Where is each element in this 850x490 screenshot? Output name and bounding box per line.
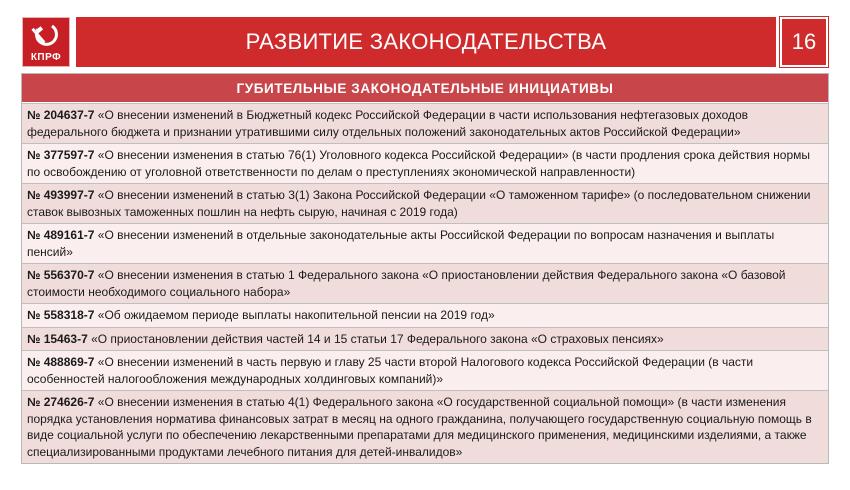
slide-header xyxy=(22,17,828,67)
bill-number: № 204637-7 xyxy=(27,108,95,122)
bill-number: № 377597-7 xyxy=(27,148,95,162)
bill-title: «О внесении изменений в статью 3(1) Закона Российской Федерации «О таможенном тарифе» (о последовательном снижении ставок вывозных таможенных пошлин на нефть сырую, начиная с 2019 года) xyxy=(27,188,811,219)
bill-number: № 558318-7 xyxy=(27,308,95,322)
bill-title: «О внесении изменений в часть первую и главу 25 части второй Налогового кодекса Российской Федерации (в части особенностей налогообложения международных холдинговых компаний)» xyxy=(27,355,754,386)
bill-number: № 15463-7 xyxy=(27,331,88,346)
table-row xyxy=(22,263,828,303)
bill-title: «Об ожидаемом периоде выплаты накопительной пенсии на 2019 год» xyxy=(94,308,495,322)
initiatives-table xyxy=(21,73,829,464)
bill-number: № 493997-7 xyxy=(27,188,95,202)
page-title: РАЗВИТИЕ ЗАКОНОДАТЕЛЬСТВА xyxy=(245,29,607,54)
table-row xyxy=(22,390,828,463)
bill-number: № 556370-7 xyxy=(27,268,95,282)
page-number: 16 xyxy=(780,17,828,67)
table-row xyxy=(22,327,828,351)
table-row xyxy=(22,223,828,263)
hammer-sickle-icon xyxy=(29,21,65,51)
bill-title: «О приостановлении действия частей 14 и 15 статьи 17 Федерального закона «О страховых пенсиях» xyxy=(87,331,664,346)
bill-title: «О внесении изменения в статью 76(1) Уголовного кодекса Российской Федерации» (в части продления срока действия нормы по освобождению от уголовной ответственности по делам о преступлениях экономической направленности) xyxy=(27,148,810,179)
bill-title: «О внесении изменений в Бюджетный кодекс Российской Федерации в части использования нефтегазовых доходов федерального бюджета и признании утратившими силу отдельных положений законодательных актов Российской Федерации» xyxy=(27,108,749,139)
table-row xyxy=(22,303,828,327)
bill-title: «О внесении изменения в статью 1 Федерального закона «О приостановлении действия Федерального закона «О базовой стоимости необходимого социального набора» xyxy=(27,268,786,299)
table-row xyxy=(22,350,828,390)
table-row xyxy=(22,183,828,223)
title-bar xyxy=(76,17,776,67)
kprf-logo xyxy=(22,17,70,67)
bill-number: № 489161-7 xyxy=(27,228,95,242)
table-row xyxy=(22,143,828,183)
table-row xyxy=(22,103,828,143)
bill-title: «О внесении изменений в отдельные законодательные акты Российской Федерации по вопросам назначения и выплаты пенсий» xyxy=(27,228,775,259)
bill-number: № 274626-7 xyxy=(27,395,95,409)
bill-number: № 488869-7 xyxy=(27,355,95,369)
bill-title: «О внесении изменения в статью 4(1) Федерального закона «О государственной социальной помощи» (в части изменения порядка установления норматива финансовых затрат в месяц на одного гражданина, получающего государственную социальную помощь в виде социальной услуги по обеспечению лекарственными препаратами для медицинского применения, медицинскими изделиями, а также специализированными продуктами лечебного питания для детей-инвалидов» xyxy=(27,395,812,459)
table-heading: ГУБИТЕЛЬНЫЕ ЗАКОНОДАТЕЛЬНЫЕ ИНИЦИАТИВЫ xyxy=(22,74,828,103)
table-body xyxy=(22,103,828,463)
logo-text: КПРФ xyxy=(30,52,62,63)
